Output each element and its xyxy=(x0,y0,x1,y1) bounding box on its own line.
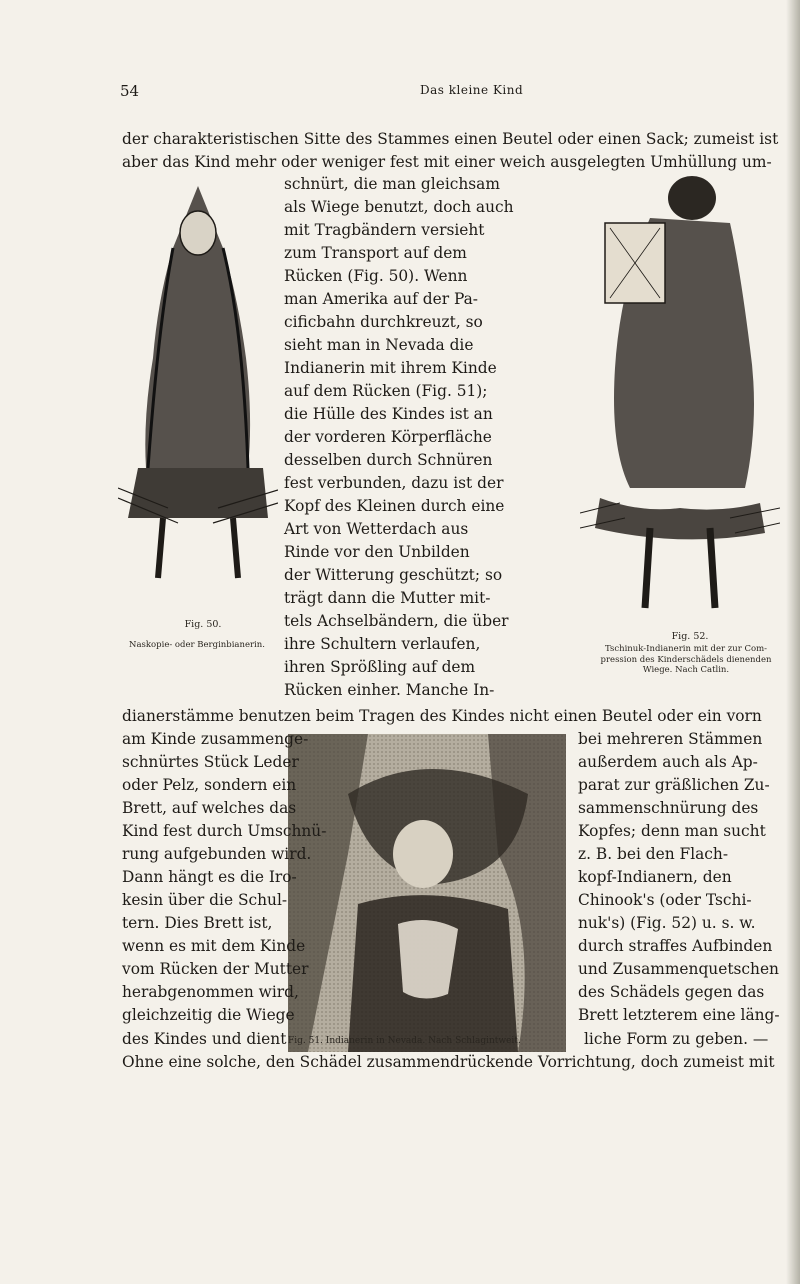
bottom-line-left: des Kindes und dient xyxy=(122,1030,287,1048)
bottom-line-right: liche Form zu geben. — xyxy=(584,1030,769,1048)
column-line: Rinde vor den Unbilden xyxy=(284,543,470,561)
column-line: man Amerika auf der Pa- xyxy=(284,290,478,308)
left-line: rung aufgebunden wird. xyxy=(122,845,312,863)
column-line: zum Transport auf dem xyxy=(284,244,467,262)
left-line: vom Rücken der Mutter xyxy=(122,960,309,978)
left-line: oder Pelz, sondern ein xyxy=(122,776,297,794)
column-line: der Witterung geschützt; so xyxy=(284,566,503,584)
column-line: ihren Sprößling auf dem xyxy=(284,658,476,676)
right-line: Brett letzterem eine läng- xyxy=(578,1006,780,1024)
left-line: schnürtes Stück Leder xyxy=(122,753,299,771)
left-line: Dann hängt es die Iro- xyxy=(122,868,297,886)
running-head: Das kleine Kind xyxy=(420,83,524,97)
figure-52-label xyxy=(640,632,740,643)
right-line: z. B. bei den Flach- xyxy=(578,845,729,863)
right-line: Kopfes; denn man sucht xyxy=(578,822,766,840)
right-line: und Zusammenquetschen xyxy=(578,960,779,978)
text-line-2: aber das Kind mehr oder weniger fest mit einer weich ausgelegten Umhüllung um- xyxy=(122,153,772,171)
page-edge-shadow xyxy=(786,0,800,1284)
right-line: sammenschnürung des xyxy=(578,799,759,817)
figure-52-caption-line: Wiege. Nach Catlin. xyxy=(642,665,730,675)
text-line-1: der charakteristischen Sitte des Stammes einen Beutel oder einen Sack; zumeist ist xyxy=(122,130,779,148)
figure-52-caption-line: pression des Kinderschädels dienenden xyxy=(600,654,772,665)
left-line: gleichzeitig die Wiege xyxy=(122,1006,295,1024)
column-line: desselben durch Schnüren xyxy=(284,451,493,469)
left-line: Brett, auf welches das xyxy=(122,799,297,817)
column-line: cificbahn durchkreuzt, so xyxy=(284,313,483,331)
column-line: tels Achselbändern, die über xyxy=(284,612,509,630)
figure-52-number: Fig. 52. xyxy=(671,631,709,642)
column-line: Rücken einher. Manche In- xyxy=(284,681,495,699)
right-line: nuk's) (Fig. 52) u. s. w. xyxy=(578,914,756,932)
column-line: der vorderen Körperfläche xyxy=(284,428,492,446)
left-line: tern. Dies Brett ist, xyxy=(122,914,273,932)
figure-52-illustration xyxy=(580,168,780,618)
column-line: die Hülle des Kindes ist an xyxy=(284,405,493,423)
figure-50-number: Fig. 50. xyxy=(184,619,222,630)
figure-50-caption: Naskopie- oder Berginbianerin. xyxy=(129,640,265,650)
column-line: schnürt, die man gleichsam xyxy=(284,175,500,193)
figure-52-caption-line: Tschinuk-Indianerin mit der zur Com- xyxy=(604,644,768,654)
figure-50-illustration xyxy=(118,178,278,588)
right-line: Chinook's (oder Tschi- xyxy=(578,891,752,909)
right-line: kopf-Indianern, den xyxy=(578,868,732,886)
left-line: Kind fest durch Umschnü- xyxy=(122,822,327,840)
column-line: auf dem Rücken (Fig. 51); xyxy=(284,382,488,400)
right-line: durch straffes Aufbinden xyxy=(578,937,773,955)
column-line: mit Tragbändern versieht xyxy=(284,221,485,239)
column-line: ihre Schultern verlaufen, xyxy=(284,635,481,653)
right-line: außerdem auch als Ap- xyxy=(578,753,758,771)
left-line: herabgenommen wird, xyxy=(122,983,299,1001)
column-line: Art von Wetterdach aus xyxy=(284,520,469,538)
right-line: parat zur gräßlichen Zu- xyxy=(578,776,770,794)
page-header xyxy=(120,82,780,102)
figure-52-caption xyxy=(584,644,788,676)
text-line-full-2: dianerstämme benutzen beim Tragen des Kindes nicht einen Beutel oder ein vorn xyxy=(122,707,762,725)
column-line: Kopf des Kleinen durch eine xyxy=(284,497,505,515)
right-line: des Schädels gegen das xyxy=(578,983,765,1001)
column-line: als Wiege benutzt, doch auch xyxy=(284,198,514,216)
left-line: am Kinde zusammenge- xyxy=(122,730,309,748)
right-line: bei mehreren Stämmen xyxy=(578,730,763,748)
figure-51-photo xyxy=(288,734,566,1052)
figure-50-label xyxy=(148,620,258,631)
figure-51-caption: Fig. 51. Indianerin in Nevada. Nach Schlagintweit. xyxy=(288,1036,521,1046)
left-line: kesin über die Schul- xyxy=(122,891,288,909)
column-line: sieht man in Nevada die xyxy=(284,336,474,354)
column-line: trägt dann die Mutter mit- xyxy=(284,589,491,607)
page-number: 54 xyxy=(120,82,140,100)
column-line: Rücken (Fig. 50). Wenn xyxy=(284,267,468,285)
text-line-final: Ohne eine solche, den Schädel zusammendrückende Vorrichtung, doch zumeist mit xyxy=(122,1053,775,1071)
column-line: Indianerin mit ihrem Kinde xyxy=(284,359,497,377)
left-line: wenn es mit dem Kinde xyxy=(122,937,306,955)
column-line: fest verbunden, dazu ist der xyxy=(284,474,504,492)
